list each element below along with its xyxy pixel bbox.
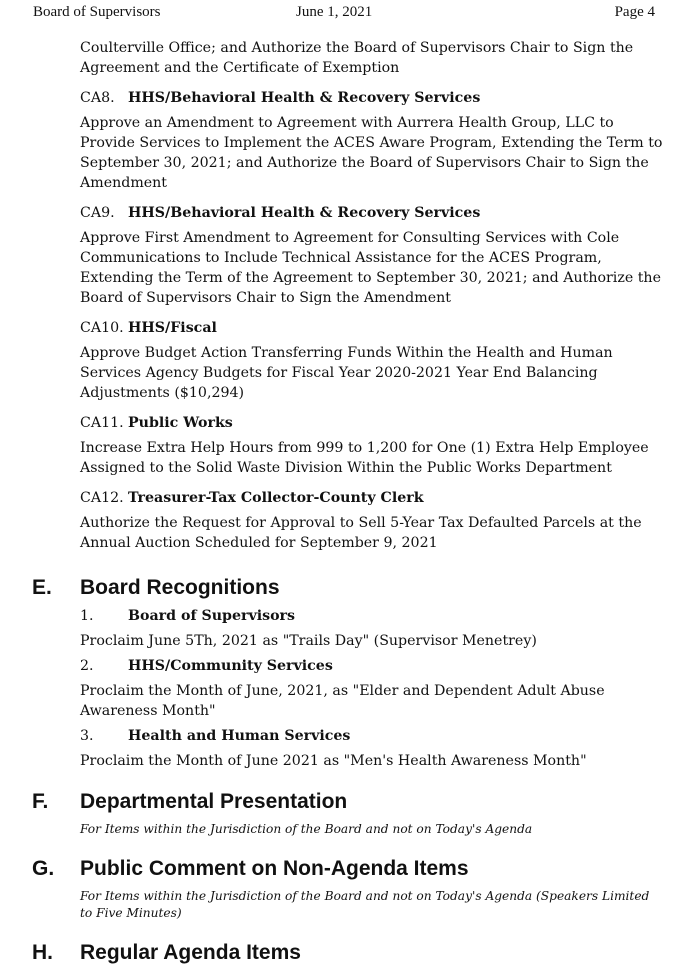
item-number: CA9. [80, 205, 115, 221]
agenda-body [32, 38, 665, 966]
section-f-heading [32, 789, 665, 815]
section-letter: H. [32, 941, 53, 964]
item-description: Approve Budget Action Transferring Funds Within the Health and Human Services Agency Budgets for Fiscal Year 2020-2021 Year End Balancing Adjustments ($10,294) [80, 345, 613, 401]
item-department: Board of Supervisors [128, 608, 296, 624]
section-note: For Items within the Jurisdiction of the Board and not on Today's Agenda [80, 822, 533, 836]
consent-item-ca9 [80, 203, 665, 223]
item-description: Proclaim the Month of June, 2021, as "Elder and Dependent Adult Abuse Awareness Month" [80, 683, 605, 719]
item-description: Proclaim the Month of June 2021 as "Men's Health Awareness Month" [80, 753, 587, 769]
item-description: Approve an Amendment to Agreement with Aurrera Health Group, LLC to Provide Services to Implement the ACES Aware Program, Extending the Term to September 30, 2021; and Authorize the Board of Supervisors Chair to Sign the Amendment [80, 115, 663, 191]
section-h-heading [32, 940, 665, 966]
header-date: June 1, 2021 [296, 4, 373, 20]
consent-item-ca11 [80, 413, 665, 433]
item-department: HHS/Fiscal [128, 320, 217, 336]
item-number: CA8. [80, 90, 115, 106]
item-department: HHS/Behavioral Health & Recovery Services [128, 90, 481, 106]
recognition-item-3 [80, 726, 665, 746]
item-description: Proclaim June 5Th, 2021 as "Trails Day" (Supervisor Menetrey) [80, 633, 537, 649]
item-number: 2. [80, 658, 94, 674]
item-department: HHS/Behavioral Health & Recovery Services [128, 205, 481, 221]
item-number: 3. [80, 728, 94, 744]
recognition-item-2 [80, 656, 665, 676]
section-title: Public Comment on Non-Agenda Items [80, 857, 469, 880]
item-department: Public Works [128, 415, 233, 431]
item-description: Approve First Amendment to Agreement for Consulting Services with Cole Communications to Include Technical Assistance for the ACES Program, Extending the Term of the Agreement to September 30, 2021; and Authorize the Board of Supervisors Chair to Sign the Amendment [80, 230, 661, 306]
section-letter: E. [32, 576, 52, 599]
section-g-heading [32, 856, 665, 882]
item-number: CA11. [80, 415, 124, 431]
continuation-text: Coulterville Office; and Authorize the Board of Supervisors Chair to Sign the Agreement and the Certificate of Exemption [80, 40, 634, 76]
section-note: For Items within the Jurisdiction of the Board and not on Today's Agenda (Speakers Limited to Five Minutes) [80, 889, 650, 920]
item-description: Authorize the Request for Approval to Sell 5-Year Tax Defaulted Parcels at the Annual Auction Scheduled for September 9, 2021 [80, 515, 642, 551]
item-number: 1. [80, 608, 94, 624]
recognition-item-1 [80, 606, 665, 626]
header-board-name: Board of Supervisors [33, 4, 161, 20]
item-number: CA10. [80, 320, 124, 336]
item-department: Health and Human Services [128, 728, 351, 744]
item-department: HHS/Community Services [128, 658, 333, 674]
item-description: Increase Extra Help Hours from 999 to 1,200 for One (1) Extra Help Employee Assigned to the Solid Waste Division Within the Public Works Department [80, 440, 649, 476]
section-letter: F. [32, 790, 49, 813]
section-title: Board Recognitions [80, 576, 280, 599]
item-department: Treasurer-Tax Collector-County Clerk [128, 490, 424, 506]
header-page-number: Page 4 [614, 4, 655, 20]
section-title: Regular Agenda Items [80, 941, 301, 964]
section-letter: G. [32, 857, 55, 880]
section-title: Departmental Presentation [80, 790, 348, 813]
consent-item-ca8 [80, 88, 665, 108]
section-e-heading [32, 575, 665, 601]
item-number: CA12. [80, 490, 124, 506]
consent-item-ca10 [80, 318, 665, 338]
consent-item-ca12 [80, 488, 665, 508]
